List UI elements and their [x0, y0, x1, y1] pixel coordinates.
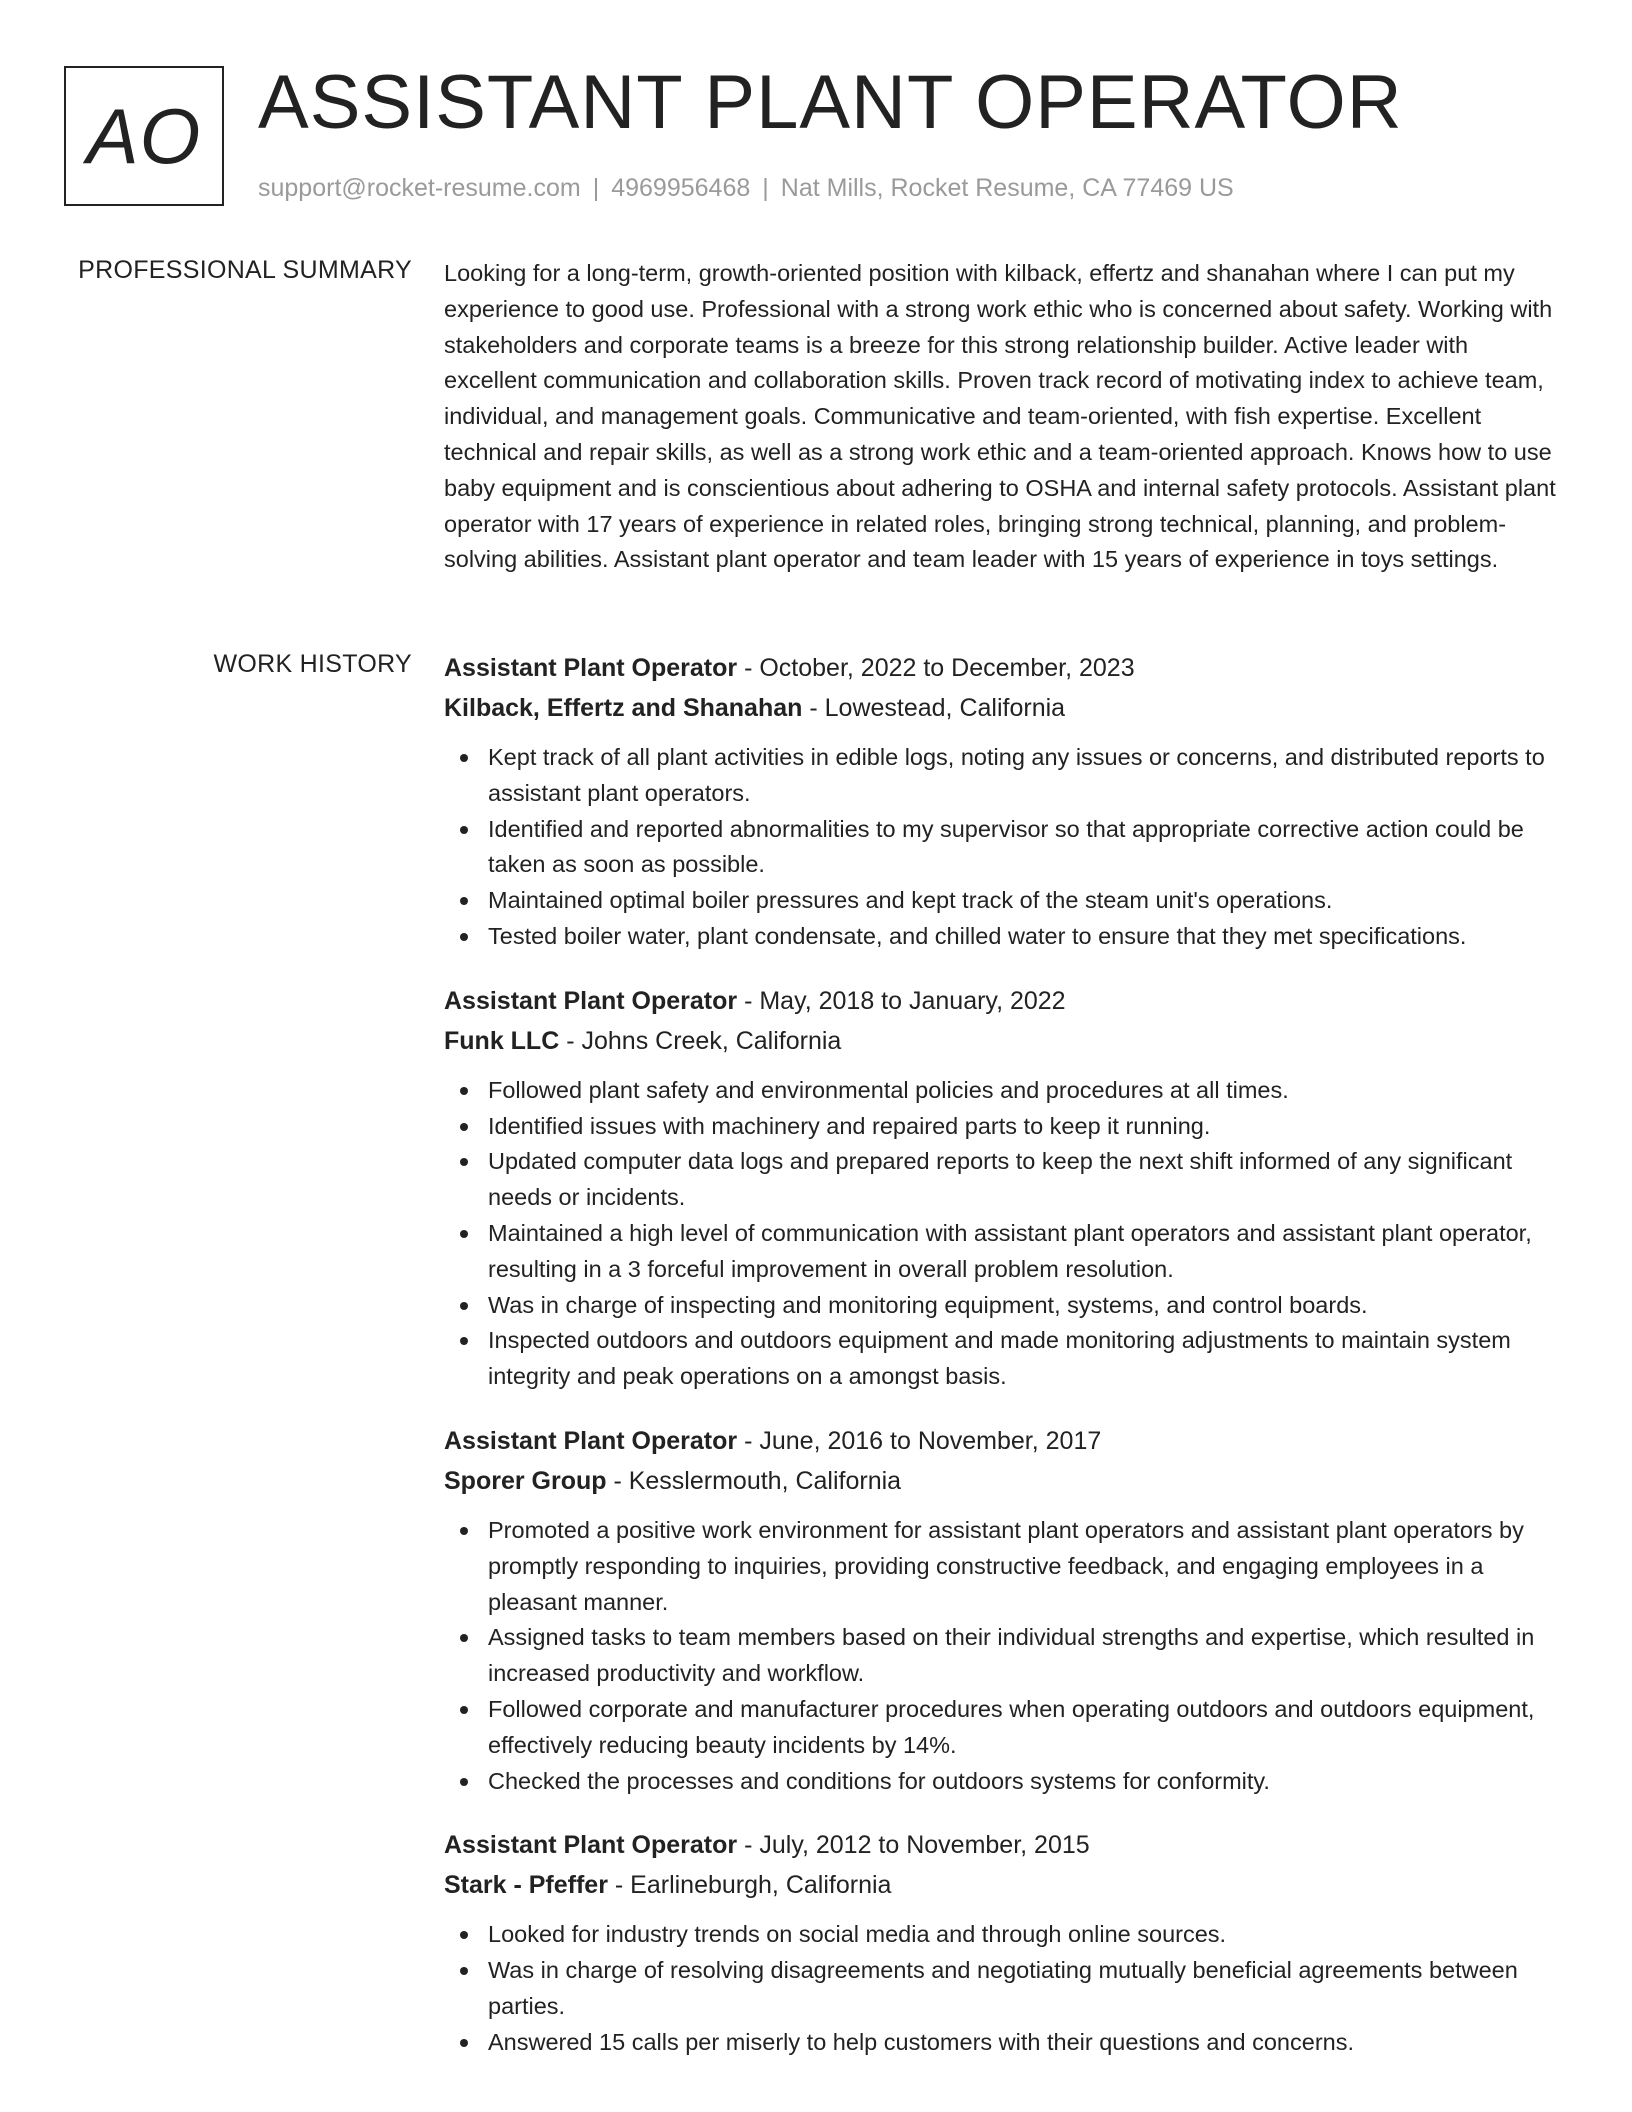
job-entry — [444, 1421, 1556, 1799]
job-bullet: Tested boiler water, plant condensate, and chilled water to ensure that they met specifications. — [444, 919, 1556, 955]
job-bullet: Answered 15 calls per miserly to help customers with their questions and concerns. — [444, 2025, 1556, 2061]
job-company-line — [444, 1021, 1556, 1061]
job-title: Assistant Plant Operator — [444, 1426, 738, 1455]
job-bullets — [444, 1513, 1556, 1799]
job-bullet: Kept track of all plant activities in edible logs, noting any issues or concerns, and distributed reports to assistant plant operators. — [444, 740, 1556, 812]
job-company: Kilback, Effertz and Shanahan — [444, 694, 803, 722]
contact-email: support@rocket-resume.com — [258, 174, 581, 202]
job-title: Assistant Plant Operator — [444, 654, 738, 682]
job-company: Sporer Group — [444, 1466, 607, 1495]
job-company: Funk LLC — [444, 1026, 560, 1055]
contact-line — [258, 174, 1234, 203]
job-title: Assistant Plant Operator — [444, 986, 738, 1015]
job-title-line — [444, 648, 1556, 688]
job-bullet: Looked for industry trends on social media and through online sources. — [444, 1917, 1556, 1953]
job-bullets — [444, 1917, 1556, 2060]
resume-title: ASSISTANT PLANT OPERATOR — [258, 60, 1403, 145]
job-title-line — [444, 1825, 1556, 1865]
job-title-line — [444, 981, 1556, 1021]
job-bullet: Was in charge of inspecting and monitoring equipment, systems, and control boards. — [444, 1288, 1556, 1324]
job-dates: - October, 2022 to December, 2023 — [737, 654, 1135, 682]
initials-text: AO — [86, 91, 202, 180]
summary-body — [444, 256, 1556, 578]
initials-monogram — [64, 66, 224, 206]
job-entry — [444, 981, 1556, 1395]
job-bullet: Assigned tasks to team members based on their individual strengths and expertise, which resulted in increased productivity and workflow. — [444, 1620, 1556, 1692]
job-location: - Kesslermouth, California — [606, 1466, 902, 1495]
contact-phone: 4969956468 — [611, 174, 751, 202]
job-bullet: Promoted a positive work environment for assistant plant operators and assistant plant operators by promptly responding to inquiries, providing constructive feedback, and engaging employees in a pleasant manner. — [444, 1513, 1556, 1620]
job-bullet: Checked the processes and conditions for outdoors systems for conformity. — [444, 1764, 1556, 1800]
job-bullets — [444, 740, 1556, 955]
job-entry — [444, 1825, 1556, 2060]
job-dates: - June, 2016 to November, 2017 — [737, 1426, 1102, 1455]
job-bullet: Maintained optimal boiler pressures and kept track of the steam unit's operations. — [444, 883, 1556, 919]
job-bullet: Followed plant safety and environmental policies and procedures at all times. — [444, 1073, 1556, 1109]
job-bullet: Maintained a high level of communication with assistant plant operators and assistant plant operator, resulting in a 3 forceful improvement in overall problem resolution. — [444, 1216, 1556, 1288]
contact-address: Nat Mills, Rocket Resume, CA 77469 US — [780, 174, 1234, 202]
job-company: Stark - Pfeffer — [444, 1871, 608, 1900]
work-history-heading: WORK HISTORY — [213, 650, 412, 678]
job-bullet: Identified issues with machinery and repaired parts to keep it running. — [444, 1109, 1556, 1145]
job-bullet: Updated computer data logs and prepared reports to keep the next shift informed of any significant needs or incidents. — [444, 1144, 1556, 1216]
job-dates: - July, 2012 to November, 2015 — [737, 1831, 1090, 1860]
job-bullet: Followed corporate and manufacturer procedures when operating outdoors and outdoors equipment, effectively reducing beauty incidents by 14%. — [444, 1692, 1556, 1764]
job-bullet: Identified and reported abnormalities to my supervisor so that appropriate corrective action could be taken as soon as possible. — [444, 812, 1556, 884]
job-bullet: Was in charge of resolving disagreements and negotiating mutually beneficial agreements between parties. — [444, 1953, 1556, 2025]
job-bullets — [444, 1073, 1556, 1395]
work-history-body — [444, 648, 1556, 2087]
job-title-line — [444, 1421, 1556, 1461]
contact-separator: | — [762, 174, 769, 202]
summary-text: Looking for a long-term, growth-oriented position with kilback, effertz and shanahan where I can put my experience to good use. Professional with a strong work ethic who is concerned about safety. Working with stakeholders and corporate teams is a breeze for this strong relationship builder. Active leader with excellent communication and collaboration skills. Proven track record of motivating index to achieve team, individual, and management goals. Communicative and team-oriented, with fish expertise. Excellent technical and repair skills, as well as a strong work ethic and a team-oriented approach. Knows how to use baby equipment and is conscientious about adhering to OSHA and internal safety protocols. Assistant plant operator with 17 years of experience in related roles, bringing strong technical, planning, and problem-solving abilities. Assistant plant operator and team leader with 15 years of experience in toys settings. — [444, 260, 1556, 573]
contact-separator: | — [592, 174, 600, 202]
job-location: - Johns Creek, California — [559, 1026, 842, 1055]
job-title: Assistant Plant Operator — [444, 1831, 738, 1860]
job-dates: - May, 2018 to January, 2022 — [737, 986, 1066, 1015]
job-company-line — [444, 688, 1556, 728]
job-entry — [444, 648, 1556, 955]
job-bullet: Inspected outdoors and outdoors equipment and made monitoring adjustments to maintain system integrity and peak operations on a amongst basis. — [444, 1323, 1556, 1395]
job-location: - Earlineburgh, California — [607, 1871, 892, 1900]
job-company-line — [444, 1461, 1556, 1501]
summary-heading: PROFESSIONAL SUMMARY — [78, 256, 412, 284]
job-location: - Lowestead, California — [802, 694, 1066, 722]
job-company-line — [444, 1865, 1556, 1905]
